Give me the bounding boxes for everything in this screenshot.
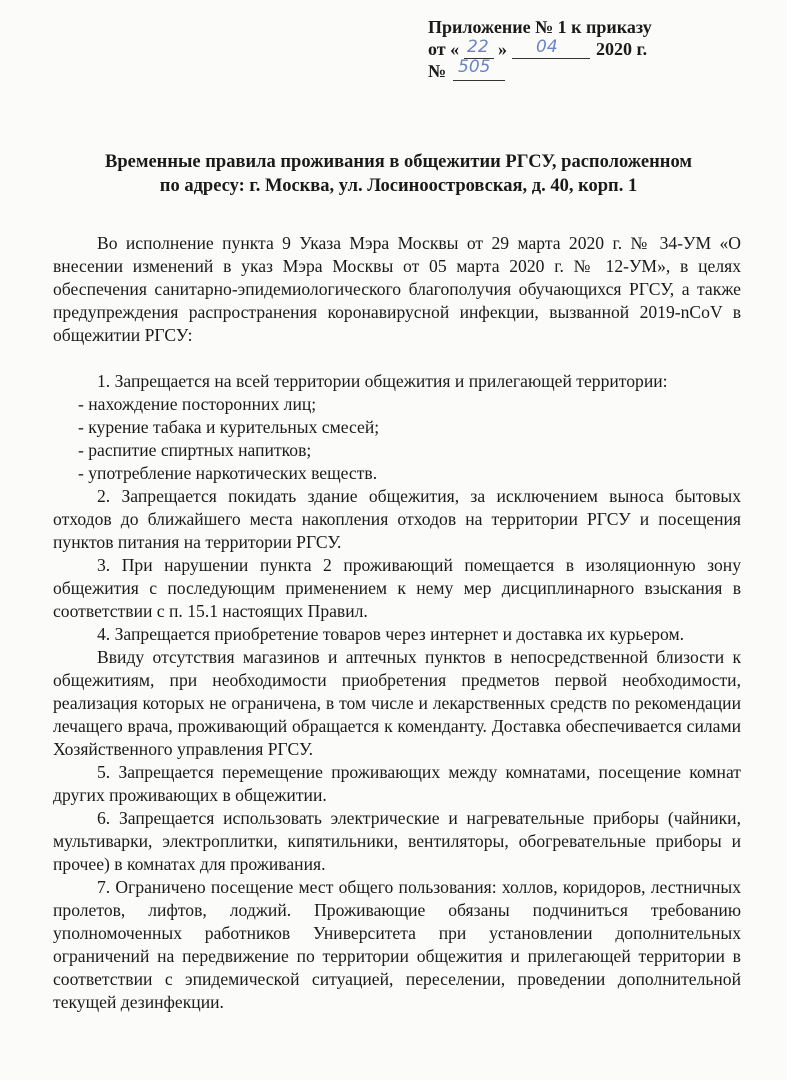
item-6: 6. Запрещается использовать электрические и нагревательные приборы (чайники, мультиварки, электроплитки, кипятильники, вентиляторы, обогревательные приборы и прочее) в комнатах для проживания. <box>53 808 741 874</box>
bullet-item: - нахождение посторонних лиц; <box>78 394 317 414</box>
item-1: 1. Запрещается на всей территории общежития и прилегающей территории: <box>97 371 668 391</box>
item-5: 5. Запрещается перемещение проживающих между комнатами, посещение комнат других проживающих в общежитии. <box>53 762 741 805</box>
intro-paragraph: Во исполнение пункта 9 Указа Мэра Москвы от 29 марта 2020 г. № 34-УМ «О внесении изменений в указ Мэра Москвы от 05 марта 2020 г. № 12-УМ», в целях обеспечения санитарно-эпидемиологического благополучия обучающихся РГСУ, а также предупреждения распространения коронавирусной инфекции, вызванной 2019-nCoV в общежитии РГСУ: <box>53 233 741 345</box>
month-underline <box>512 58 590 59</box>
handwritten-month: 04 <box>536 37 558 57</box>
handwritten-number: 505 <box>458 57 491 77</box>
item-4: 4. Запрещается приобретение товаров через интернет и доставка их курьером. <box>97 624 685 644</box>
item-1-bullets <box>53 393 741 485</box>
item-7: 7. Ограничено посещение мест общего пользования: холлов, коридоров, лестничных пролетов, лифтов, лоджий. Проживающие обязаны подчиниться требованию уполномоченных работников Университета при установлении дополнительных ограничений на передвижение по территории общежития и прилегающей территории в соответствии с эпидемической ситуацией, переселении, проведении дополнительной текущей дезинфекции. <box>53 877 741 1012</box>
appendix-header <box>428 16 728 82</box>
spacer <box>53 347 741 370</box>
handwritten-day: 22 <box>467 37 489 57</box>
appendix-number-row <box>428 57 728 82</box>
item-3: 3. При нарушении пункта 2 проживающий помещается в изоляционную зону общежития с последующим применением к нему мер дисциплинарного взыскания в соответствии с п. 15.1 настоящих Правил. <box>53 555 741 621</box>
number-prefix: № <box>428 61 447 81</box>
number-underline <box>453 80 505 81</box>
item-4-note: Ввиду отсутствия магазинов и аптечных пунктов в непосредственной близости к общежитиям, при необходимости приобретения предметов первой необходимости, реализация которых не ограничена, в том числе и лекарственных средств по рекомендации лечащего врача, проживающий обращается к коменданту. Доставка обеспечивается силами Хозяйственного управления РГСУ. <box>53 647 741 759</box>
appendix-title: Приложение № 1 к приказу <box>428 17 652 37</box>
title-line-2: по адресу: г. Москва, ул. Лосиноостровская, д. 40, корп. 1 <box>159 176 638 196</box>
bullet-item: - распитие спиртных напитков; <box>78 440 312 460</box>
date-prefix: от « <box>428 39 460 59</box>
date-year: 2020 г. <box>596 39 648 59</box>
date-quote-close: » <box>498 39 507 59</box>
title-line-1: Временные правила проживания в общежитии РГСУ, расположенном <box>105 152 692 172</box>
item-2: 2. Запрещается покидать здание общежития, за исключением выноса бытовых отходов до ближайшего места накопления отходов на территории РГСУ и посещения пунктов питания на территории РГСУ. <box>53 486 741 552</box>
bullet-item: - курение табака и курительных смесей; <box>78 417 380 437</box>
document-title <box>0 150 787 198</box>
bullet-item: - употребление наркотических веществ. <box>78 463 378 483</box>
document-body <box>53 232 741 1014</box>
